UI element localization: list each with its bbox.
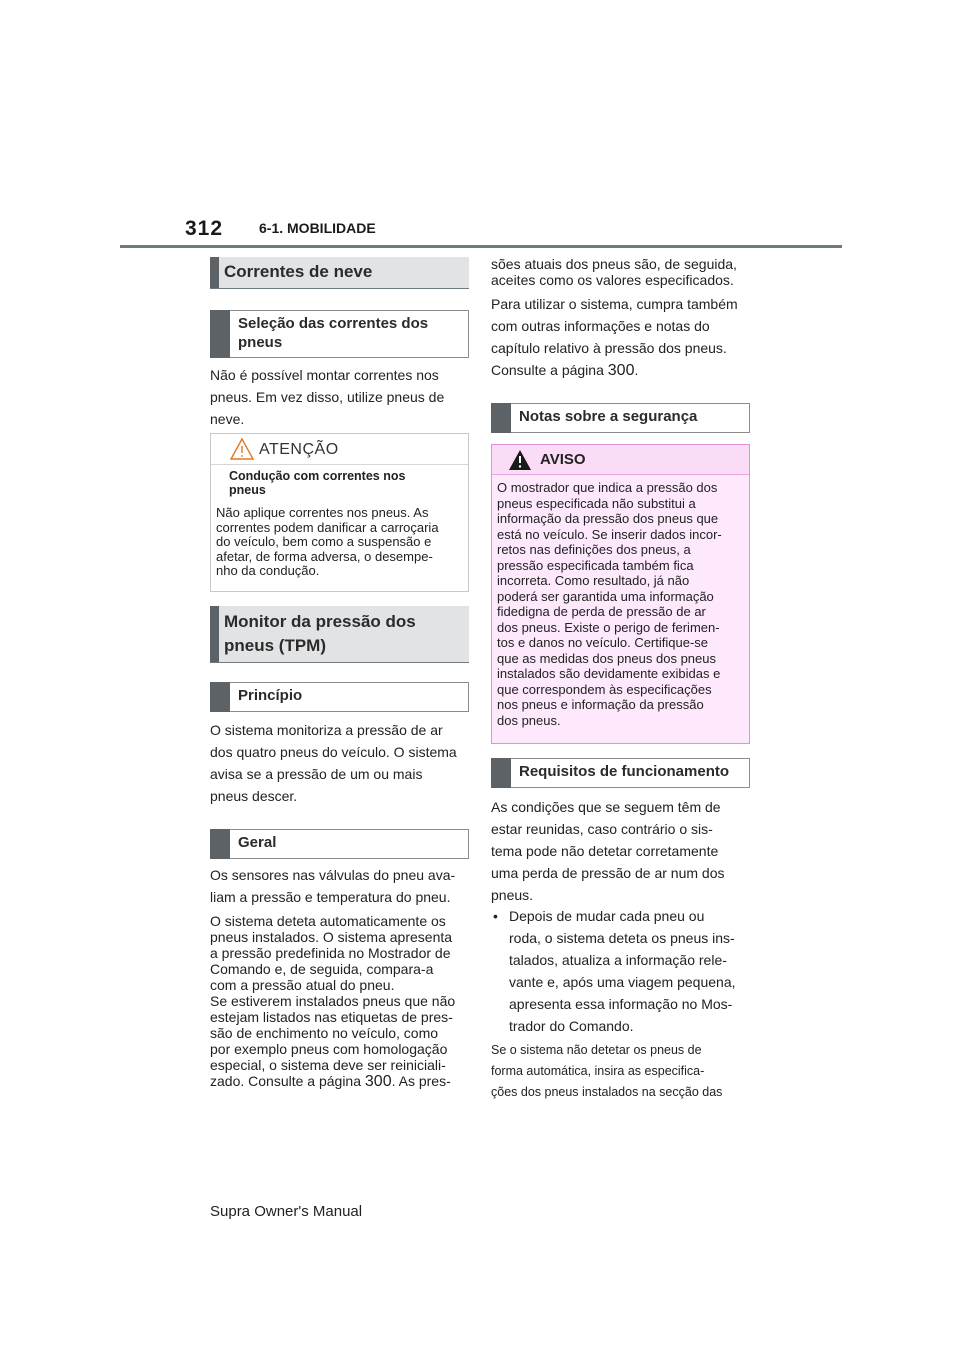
page-ref-300[interactable]: 300: [607, 362, 635, 379]
heading-requisitos: Requisitos de funcionamento: [491, 758, 750, 788]
paragraph-nao-detetar: Se o sistema não detetar os pneus de forma automática, insira as especifica- ções dos pneus instalados na secção das: [491, 1043, 723, 1099]
bullet-item: • Depois de mudar cada pneu ou roda, o sistema deteta os pneus ins- talados, atualiza a informação rele- vante e, após uma viagem pequena, apresenta essa informação no Mos- trador do Comando.: [493, 908, 736, 1034]
paragraph-pressoes-atuais: sões atuais dos pneus são, de seguida, aceites como os valores especificados.: [491, 256, 737, 288]
aviso-box: [491, 444, 750, 744]
header-rule: [120, 245, 842, 248]
heading-geral: Geral: [210, 829, 469, 859]
paragraph-deteta: O sistema deteta automaticamente os pneus instalados. O sistema apresenta a pressão predefinida no Mostrador de Comando e, de seguida, compara-a com a pressão atual do pneu. Se estiverem instalados pneus que não estejam listados nas etiquetas de pres- são de enchimento no veículo, como por exemplo pneus com homologação especial, o sistema deve ser reiniciali- zado. Consulte a página 300. As pres-: [210, 913, 456, 1090]
page-number: 312: [185, 217, 224, 240]
atencao-body: Não aplique correntes nos pneus. As correntes podem danificar a carroçaria do veículo, bem como a suspensão e afetar, de forma adversa, o desempe- nho da condução.: [216, 505, 439, 578]
heading-selecao-correntes: Seleção das correntes dos pneus: [210, 310, 469, 358]
atencao-box: [210, 433, 469, 592]
heading-monitor-pressao: Monitor da pressão dos pneus (TPM): [210, 606, 469, 663]
heading-principio: Princípio: [210, 682, 469, 712]
warning-triangle-icon: [508, 449, 532, 471]
aviso-title: AVISO: [540, 451, 586, 468]
page-ref-300[interactable]: 300: [364, 1073, 392, 1090]
atencao-title: ATENÇÃO: [259, 441, 339, 458]
aviso-body: O mostrador que indica a pressão dos pneus especificada não substitui a informação da pressão dos pneus que está no veículo. Se inserir dados incor- retos nas definições dos pneus, a pressão especificada também fica incorreta. Como resultado, já não poderá ser garantida uma informação fidedigna de perda de pressão de ar dos pneus. Existe o perigo de ferimen- tos e danos no veículo. Certifique-se que as medidas dos pneus dos pneus instalados são devidamente exibidas e que correspondem às especificações nos pneus e informação da pressão dos pneus.: [497, 480, 722, 728]
heading-correntes-de-neve: Correntes de neve: [210, 257, 469, 289]
atencao-subtitle: Condução com correntes nos pneus: [229, 469, 406, 497]
paragraph-correntes: Não é possível montar correntes nos pneus. Em vez disso, utilize pneus de neve.: [210, 367, 445, 427]
warning-triangle-icon: [229, 437, 255, 461]
heading-notas-seguranca: Notas sobre a segurança: [491, 403, 750, 433]
footer-manual-title: Supra Owner's Manual: [210, 1203, 363, 1220]
chapter-title: 6-1. MOBILIDADE: [259, 220, 376, 236]
paragraph-sensores: Os sensores nas válvulas do pneu ava- liam a pressão e temperatura do pneu.: [210, 867, 456, 905]
paragraph-condicoes: As condições que se seguem têm de estar reunidas, caso contrário o sis- tema pode não detetar corretamente uma perda de pressão de ar num dos pneus.: [491, 799, 725, 903]
paragraph-principio: O sistema monitoriza a pressão de ar dos quatro pneus do veículo. O sistema avisa se a pressão de um ou mais pneus descer.: [210, 722, 457, 804]
paragraph-utilizar-sistema: Para utilizar o sistema, cumpra também com outras informações e notas do capítulo relativo à pressão dos pneus. Consulte a página 300.: [491, 296, 738, 379]
